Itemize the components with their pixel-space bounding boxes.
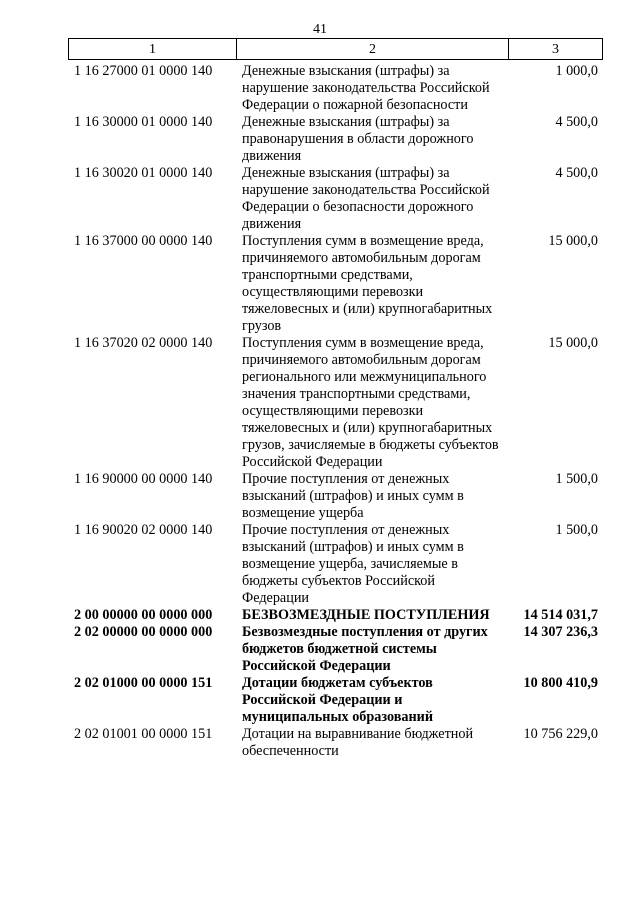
header-col-amount: 3 xyxy=(509,39,603,60)
row-name: Поступления сумм в возмещение вреда, причиняемого автомобильным дорогам транспортными средствами, осуществляющими перевозки тяжеловесных и (или) крупногабаритных грузов xyxy=(242,233,493,334)
row-amount: 14 514 031,7 xyxy=(523,607,598,623)
row-name: Безвозмездные поступления от других бюджетов бюджетной системы Российской Федерации xyxy=(242,624,488,674)
row-amount: 14 307 236,3 xyxy=(523,624,598,640)
row-code: 1 16 27000 01 0000 140 xyxy=(74,63,213,79)
table-row xyxy=(68,726,602,760)
row-name: Дотации бюджетам субъектов Российской Федерации и муниципальных образований xyxy=(242,675,434,725)
table-row xyxy=(68,335,602,471)
row-code: 2 02 00000 00 0000 000 xyxy=(74,624,213,640)
row-name: Денежные взыскания (штрафы) за правонарушения в области дорожного движения xyxy=(242,114,474,164)
row-code: 1 16 30020 01 0000 140 xyxy=(74,165,213,181)
page-number: 41 xyxy=(313,22,327,37)
table-row xyxy=(68,675,602,726)
table-row xyxy=(68,165,602,233)
table-row xyxy=(68,114,602,165)
table-row xyxy=(68,233,602,335)
table-row xyxy=(68,522,602,607)
table-row xyxy=(68,607,602,624)
header-col-name: 2 xyxy=(237,39,509,60)
table-row xyxy=(68,471,602,522)
row-name: Денежные взыскания (штрафы) за нарушение законодательства Российской Федерации о пожарной безопасности xyxy=(242,63,490,113)
row-amount: 15 000,0 xyxy=(548,335,598,351)
row-name: Прочие поступления от денежных взысканий (штрафов) и иных сумм в возмещение ущерба, зачисляемые в бюджеты субъектов Российской Федерации xyxy=(242,522,464,606)
row-amount: 1 000,0 xyxy=(555,63,598,79)
row-code: 1 16 37020 02 0000 140 xyxy=(74,335,213,351)
row-name: Поступления сумм в возмещение вреда, причиняемого автомобильным дорогам регионального или межмуниципального значения транспортными средствами, осуществляющими перевозки тяжеловесных и (или) крупногабаритных грузов, зачисляемые в бюджеты субъектов Российской Федерации xyxy=(242,335,499,470)
header-col-code: 1 xyxy=(69,39,237,60)
row-code: 1 16 37000 00 0000 140 xyxy=(74,233,213,249)
row-amount: 1 500,0 xyxy=(555,522,598,538)
row-amount: 10 756 229,0 xyxy=(523,726,598,742)
row-amount: 15 000,0 xyxy=(548,233,598,249)
row-name: Денежные взыскания (штрафы) за нарушение законодательства Российской Федерации о безопасности дорожного движения xyxy=(242,165,490,232)
row-code: 2 02 01000 00 0000 151 xyxy=(74,675,213,691)
row-amount: 10 800 410,9 xyxy=(523,675,598,691)
table-header xyxy=(68,38,603,60)
row-code: 2 02 01001 00 0000 151 xyxy=(74,726,213,742)
row-amount: 4 500,0 xyxy=(555,165,598,181)
row-code: 2 00 00000 00 0000 000 xyxy=(74,607,213,623)
row-amount: 4 500,0 xyxy=(555,114,598,130)
table-row xyxy=(68,624,602,675)
row-code: 1 16 90020 02 0000 140 xyxy=(74,522,213,538)
row-amount: 1 500,0 xyxy=(555,471,598,487)
row-name: Прочие поступления от денежных взысканий (штрафов) и иных сумм в возмещение ущерба xyxy=(242,471,464,521)
row-name: БЕЗВОЗМЕЗДНЫЕ ПОСТУПЛЕНИЯ xyxy=(242,607,490,623)
header-row xyxy=(69,39,603,60)
row-code: 1 16 90000 00 0000 140 xyxy=(74,471,213,487)
row-name: Дотации на выравнивание бюджетной обеспеченности xyxy=(242,726,474,759)
budget-table xyxy=(68,63,602,760)
row-code: 1 16 30000 01 0000 140 xyxy=(74,114,213,130)
table-row xyxy=(68,63,602,114)
